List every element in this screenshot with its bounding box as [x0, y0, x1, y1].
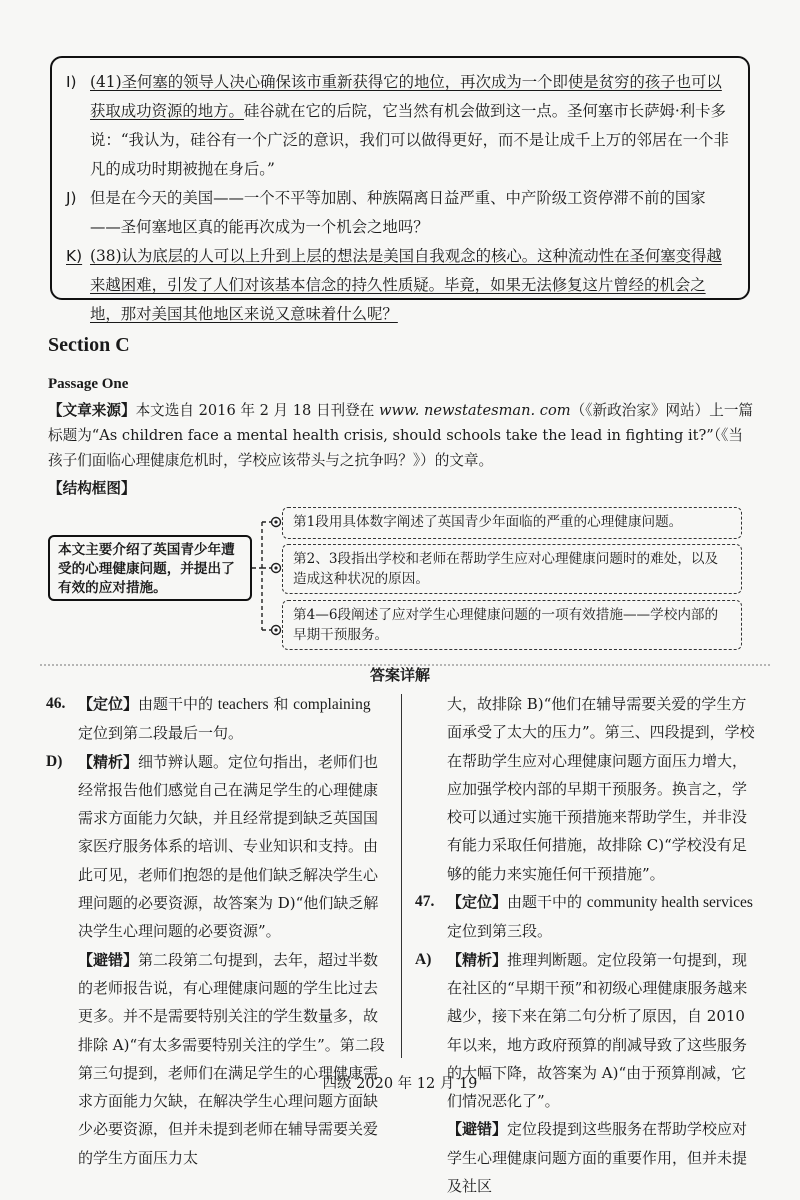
- question-number: 46.: [46, 695, 66, 712]
- text: 定位到第三段。: [447, 922, 553, 941]
- answer-column-left: [46, 690, 388, 1172]
- diagram-main-box: 本文主要介绍了英国青少年遭受的心理健康问题，并提出了有效的应对措施。: [48, 535, 252, 601]
- error-avoid-46-cont: 大，故排除 B)“他们在辅导需要关爱的学生方面承受了太大的压力”。第三、四段提到，学校在帮助学生应对心理健康问题方面压力增大，应加强学校内部的早期干预服务。换言之，学校可以通过实施干预措施来帮助学生，并非没有能力采取任何措施，故排除 C)“学校没有足够的能力来实施任何干预措施”。: [447, 695, 755, 883]
- analysis-tag: 【精析】: [447, 950, 508, 969]
- answer-column-right: [415, 690, 757, 1200]
- underlined-answer-38: (38)认为底层的人可以上升到上层的想法是美国自我观念的核心。这种流动性在圣何塞变得越来越困难，引发了人们对该基本信念的持久性质疑。毕竟，如果无法修复这片曾经的机会之地，那对美国其他地区来说又意味着什么呢？: [90, 247, 722, 323]
- error-text: 第二段第二句提到，去年，超过半数的老师报告说，有心理健康问题的学生比过去更多。并不是需要特别关注的学生数量多，故排除 A)“有太多需要特别关注的学生”。第二段第三句提到，老师们在满足学生的心理健康需求方面能力欠缺，在解决学生心理问题方面缺少必要资源，但并未提到老师在辅导需要关爱的学生方面压力太: [78, 950, 385, 1167]
- answer-d: [46, 748, 388, 946]
- paragraph-text: 硅谷就在它的后院，它当然有机会做到这一点。圣何塞市长萨姆·利卡多说：“我认为，硅谷有一个广泛的意识，我们可以做得更好，而不是让成千上万的邻居在一个非凡的成功时期被抛在身后。”: [90, 102, 729, 178]
- diagram-branch-3: 第4—6段阐述了应对学生心理健康问题的一项有效措施——学校内部的早期干预服务。: [282, 600, 742, 650]
- analysis-tag: 【精析】: [78, 752, 139, 771]
- paragraph-label: J): [66, 189, 77, 207]
- analysis-text: 细节辨认题。定位句指出，老师们也经常报告他们感觉自己在满足学生的心理健康需求方面能力欠缺，并且经常提到缺乏英国国家医疗服务体系的培训、专业知识和支持。由此可见，老师们抱怨的是他们缺乏解决学生心理问题的必要资源，故答案为 D)“他们缺乏解决学生心理问题的必要资源”。: [78, 752, 379, 941]
- structure-title: 【结构框图】: [48, 480, 136, 497]
- error-avoid-46: [46, 946, 388, 1172]
- paragraph-label: I): [66, 73, 77, 91]
- diagram-branch-2: 第2、3段指出学校和老师在帮助学生应对心理健康问题时的难处，以及造成这种状况的原因。: [282, 544, 742, 594]
- locate-tag: 【定位】: [447, 893, 508, 912]
- question-number: 47.: [415, 893, 435, 911]
- paragraph-text: 但是在今天的美国——一个不平等加剧、种族隔离日益严重、中产阶级工资停滞不前的国家——圣何塞地区真的能再次成为一个机会之地吗？: [90, 189, 706, 236]
- keyword: teachers: [217, 696, 269, 713]
- source-url: www. newstatesman. com: [378, 402, 571, 419]
- error-avoid-47: [415, 1115, 757, 1200]
- source-text-2: （《新政治家》网站）上一篇标题为“As children face a mental health crisis, should schools take the lead in fighting it?”（《当孩子们面临心理健康危机时，学校应该带头与之抗争吗？》）的文章。: [48, 402, 754, 469]
- question-46: [46, 690, 388, 748]
- text: 定位到第二段最后一句。: [78, 724, 244, 743]
- source-text: 本文选自 2016 年 2 月 18 日刊登在: [135, 402, 379, 419]
- source-tag: 【文章来源】: [48, 402, 136, 419]
- diagram-branch-1: 第1段用具体数字阐述了英国青少年面临的严重的心理健康问题。: [282, 507, 742, 539]
- text: 和: [268, 695, 294, 713]
- connector-nodes: [272, 518, 281, 635]
- answer-letter: A): [415, 950, 432, 968]
- text: 由题干中的: [507, 893, 587, 912]
- page-footer: 四级 2020 年 12 月 19: [322, 1076, 478, 1092]
- error-tag: 【避错】: [447, 1120, 508, 1139]
- answer-letter: D): [46, 752, 63, 770]
- question-47: [415, 888, 757, 946]
- locate-tag: 【定位】: [78, 695, 139, 713]
- analysis-text: 推理判断题。定位段第一句提到，现在社区的“早期干预”和初级心理健康服务越来越少，接下来在第二句分析了原因，自 2010 年以来，地方政府预算的削减导致了这些服务的大幅下降，故答案为 A)“由于预算削减，它们情况恶化了”。: [447, 950, 748, 1111]
- text: 由题干中的: [138, 695, 218, 713]
- answer-heading: 答案详解: [360, 666, 440, 684]
- error-text: 定位段提到这些服务在帮助学校应对学生心理健康问题方面的重要作用，但并未提及社区: [447, 1120, 748, 1196]
- column-divider: [401, 694, 402, 1058]
- passage-title: Passage One: [48, 376, 129, 392]
- underlined-answer-41: (41)圣何塞的领导人决心确保该市重新获得它的地位，再次成为一个即使是贫穷的孩子也可以获取成功资源的地方。: [90, 73, 722, 120]
- paragraph-label: K): [66, 247, 83, 265]
- keyword: community health services: [586, 894, 753, 912]
- keyword: complaining: [293, 696, 371, 713]
- section-title: Section C: [48, 334, 130, 356]
- error-tag: 【避错】: [78, 950, 139, 969]
